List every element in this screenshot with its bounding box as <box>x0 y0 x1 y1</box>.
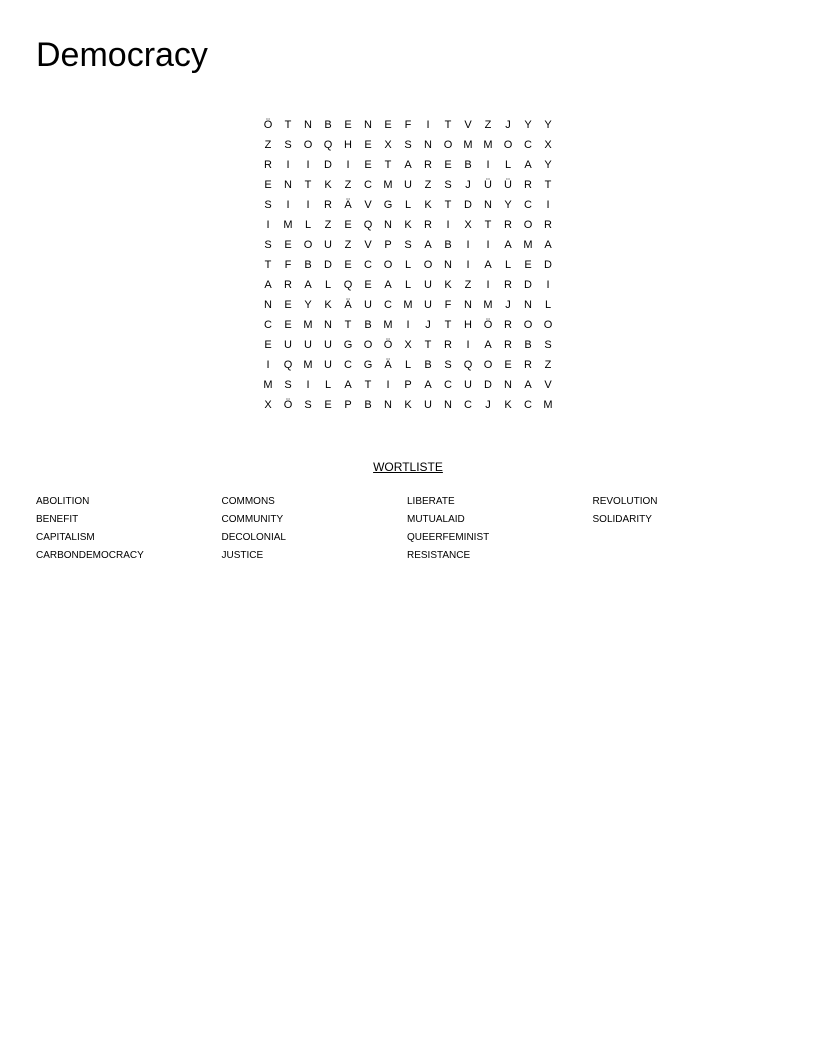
grid-cell: A <box>304 279 312 291</box>
grid-cell: L <box>504 159 512 171</box>
grid-cell: M <box>283 219 293 231</box>
grid-cell: Z <box>324 219 332 231</box>
grid-cell: I <box>446 219 450 231</box>
grid-cell: M <box>523 239 533 251</box>
grid-cell: R <box>504 319 512 331</box>
grid-cell: I <box>486 239 490 251</box>
grid-cell: E <box>344 219 352 231</box>
word-list-item: MUTUALAID <box>407 514 465 525</box>
grid-cell: M <box>403 299 413 311</box>
grid-cell: E <box>284 299 292 311</box>
grid-cell: I <box>486 279 490 291</box>
grid-cell: N <box>424 139 432 151</box>
grid-cell: P <box>344 399 352 411</box>
grid-cell: O <box>523 319 533 331</box>
grid-cell: I <box>306 199 310 211</box>
grid-cell: D <box>524 279 532 291</box>
grid-cell: N <box>264 299 272 311</box>
grid-cell: Q <box>363 219 373 231</box>
grid-cell: I <box>386 379 390 391</box>
grid-cell: U <box>324 359 332 371</box>
grid-cell: N <box>384 399 392 411</box>
grid-cell: C <box>344 359 352 371</box>
grid-cell: D <box>324 259 332 271</box>
grid-cell: J <box>485 399 491 411</box>
grid-cell: S <box>264 199 272 211</box>
grid-cell: C <box>524 199 532 211</box>
grid-cell: Q <box>323 139 333 151</box>
grid-cell: V <box>464 119 472 131</box>
grid-cell: X <box>384 139 392 151</box>
grid-cell: E <box>344 119 352 131</box>
grid-cell: L <box>404 259 412 271</box>
grid-cell: S <box>544 339 552 351</box>
grid-cell: T <box>544 179 552 191</box>
grid-cell: M <box>543 399 553 411</box>
grid-cell: I <box>286 159 290 171</box>
grid-cell: Z <box>484 119 492 131</box>
grid-cell: G <box>383 199 393 211</box>
grid-cell: I <box>406 319 410 331</box>
grid-cell: Y <box>504 199 512 211</box>
grid-cell: S <box>284 379 292 391</box>
grid-cell: T <box>284 119 292 131</box>
grid-cell: U <box>304 339 312 351</box>
grid-cell: L <box>404 279 412 291</box>
grid-cell: T <box>384 159 392 171</box>
grid-cell: Z <box>464 279 472 291</box>
grid-cell: E <box>504 359 512 371</box>
grid-cell: E <box>364 159 372 171</box>
grid-cell: S <box>304 399 312 411</box>
word-list-item: SOLIDARITY <box>592 514 652 525</box>
grid-cell: A <box>424 239 432 251</box>
grid-cell: R <box>424 219 432 231</box>
grid-cell: Z <box>264 139 272 151</box>
word-list-item: QUEERFEMINIST <box>407 532 490 543</box>
grid-cell: L <box>304 219 312 231</box>
grid-cell: R <box>424 159 432 171</box>
word-list-item: ABOLITION <box>36 496 90 507</box>
grid-cell: E <box>284 319 292 331</box>
grid-cell: E <box>284 239 292 251</box>
word-list-item: JUSTICE <box>221 550 264 561</box>
grid-cell: F <box>444 299 452 311</box>
grid-cell: B <box>524 339 532 351</box>
grid-cell: Y <box>544 119 552 131</box>
grid-cell: R <box>504 339 512 351</box>
grid-cell: D <box>464 199 472 211</box>
grid-cell: M <box>483 139 493 151</box>
grid-cell: N <box>444 259 452 271</box>
grid-cell: I <box>266 359 270 371</box>
grid-cell: X <box>404 339 412 351</box>
grid-cell: G <box>343 339 353 351</box>
grid-cell: Ü <box>504 179 512 191</box>
grid-cell: U <box>324 239 332 251</box>
grid-cell: M <box>483 299 493 311</box>
grid-cell: A <box>424 379 432 391</box>
grid-cell: I <box>306 379 310 391</box>
grid-cell: B <box>304 259 312 271</box>
grid-cell: T <box>424 339 432 351</box>
grid-cell: N <box>504 379 512 391</box>
grid-cell: B <box>364 319 372 331</box>
grid-cell: R <box>504 279 512 291</box>
grid-cell: O <box>383 259 393 271</box>
grid-cell: L <box>404 359 412 371</box>
page-title: Democracy <box>36 36 208 74</box>
grid-cell: N <box>324 319 332 331</box>
grid-cell: R <box>284 279 292 291</box>
grid-cell: O <box>303 239 313 251</box>
grid-cell: C <box>364 179 372 191</box>
grid-cell: M <box>463 139 473 151</box>
grid-cell: S <box>264 239 272 251</box>
grid-cell: R <box>504 219 512 231</box>
grid-cell: E <box>524 259 532 271</box>
grid-cell: L <box>544 299 552 311</box>
grid-cell: H <box>464 319 472 331</box>
grid-cell: J <box>505 299 511 311</box>
grid-cell: M <box>383 319 393 331</box>
grid-cell: O <box>363 339 373 351</box>
grid-cell: N <box>304 119 312 131</box>
grid-cell: U <box>424 299 432 311</box>
grid-cell: I <box>466 259 470 271</box>
grid-cell: I <box>286 199 290 211</box>
grid-cell: Y <box>524 119 532 131</box>
grid-cell: Ö <box>283 399 293 411</box>
grid-cell: R <box>524 359 532 371</box>
grid-cell: Ö <box>263 119 273 131</box>
grid-cell: U <box>424 279 432 291</box>
grid-cell: C <box>524 399 532 411</box>
grid-cell: T <box>484 219 492 231</box>
word-list-item: LIBERATE <box>407 496 455 507</box>
word-list <box>36 494 778 566</box>
grid-cell: C <box>264 319 272 331</box>
grid-cell: T <box>444 199 452 211</box>
grid-cell: A <box>484 259 492 271</box>
grid-cell: R <box>264 159 272 171</box>
grid-cell: B <box>444 239 452 251</box>
grid-cell: N <box>524 299 532 311</box>
grid-cell: I <box>306 159 310 171</box>
grid-cell: C <box>364 259 372 271</box>
grid-cell: O <box>523 219 533 231</box>
grid-cell: T <box>444 119 452 131</box>
grid-cell: T <box>364 379 372 391</box>
grid-cell: D <box>324 159 332 171</box>
grid-cell: Z <box>344 239 352 251</box>
grid-cell: A <box>264 279 272 291</box>
grid-cell: R <box>324 199 332 211</box>
grid-cell: L <box>324 379 332 391</box>
grid-cell: S <box>284 139 292 151</box>
grid-cell: L <box>404 199 412 211</box>
grid-cell: U <box>364 299 372 311</box>
grid-cell: E <box>384 119 392 131</box>
grid-cell: B <box>324 119 332 131</box>
word-list-item: RESISTANCE <box>407 550 471 561</box>
grid-cell: A <box>404 159 412 171</box>
grid-cell: Y <box>304 299 312 311</box>
grid-cell: O <box>303 139 313 151</box>
word-list-item: DECOLONIAL <box>221 532 286 543</box>
grid-cell: Q <box>343 279 353 291</box>
grid-cell: N <box>384 219 392 231</box>
word-list-item: CAPITALISM <box>36 532 95 543</box>
grid-cell: I <box>466 339 470 351</box>
grid-cell: T <box>444 319 452 331</box>
grid-cell: E <box>344 259 352 271</box>
grid-cell: V <box>364 239 372 251</box>
grid-cell: M <box>263 379 273 391</box>
grid-cell: V <box>364 199 372 211</box>
grid-cell: E <box>264 339 272 351</box>
grid-cell: H <box>344 139 352 151</box>
grid-cell: E <box>364 139 372 151</box>
word-list-item: BENEFIT <box>36 514 79 525</box>
grid-cell: D <box>544 259 552 271</box>
grid-cell: R <box>444 339 452 351</box>
letter-grid <box>258 115 558 415</box>
grid-cell: J <box>425 319 431 331</box>
grid-cell: T <box>264 259 272 271</box>
grid-cell: R <box>544 219 552 231</box>
grid-cell: Ä <box>384 359 392 371</box>
grid-cell: M <box>303 359 313 371</box>
grid-cell: E <box>444 159 452 171</box>
grid-cell: F <box>404 119 412 131</box>
grid-cell: Y <box>544 159 552 171</box>
word-list-item: COMMUNITY <box>221 514 284 525</box>
grid-cell: S <box>404 139 412 151</box>
grid-cell: X <box>264 399 272 411</box>
grid-cell: N <box>364 119 372 131</box>
grid-cell: I <box>486 159 490 171</box>
grid-cell: U <box>324 339 332 351</box>
grid-cell: K <box>404 219 412 231</box>
grid-cell: E <box>324 399 332 411</box>
grid-cell: I <box>426 119 430 131</box>
grid-cell: A <box>524 379 532 391</box>
grid-cell: S <box>444 179 452 191</box>
grid-cell: P <box>384 239 392 251</box>
grid-cell: I <box>546 199 550 211</box>
grid-cell: A <box>344 379 352 391</box>
grid-cell: P <box>404 379 412 391</box>
grid-cell: I <box>466 239 470 251</box>
grid-cell: M <box>383 179 393 191</box>
grid-cell: N <box>464 299 472 311</box>
grid-cell: A <box>524 159 532 171</box>
grid-cell: O <box>443 139 453 151</box>
grid-cell: I <box>346 159 350 171</box>
grid-cell: K <box>424 199 432 211</box>
grid-cell: C <box>444 379 452 391</box>
word-list-item: COMMONS <box>221 496 275 507</box>
grid-cell: X <box>464 219 472 231</box>
grid-cell: I <box>266 219 270 231</box>
grid-cell: R <box>524 179 532 191</box>
grid-cell: X <box>544 139 552 151</box>
grid-cell: K <box>504 399 512 411</box>
grid-cell: Q <box>463 359 473 371</box>
grid-cell: C <box>464 399 472 411</box>
grid-cell: E <box>364 279 372 291</box>
grid-cell: N <box>444 399 452 411</box>
grid-cell: L <box>504 259 512 271</box>
wordlist-heading: WORTLISTE <box>373 460 443 474</box>
grid-cell: C <box>384 299 392 311</box>
grid-cell: U <box>404 179 412 191</box>
grid-cell: B <box>364 399 372 411</box>
grid-cell: F <box>284 259 292 271</box>
grid-cell: J <box>505 119 511 131</box>
grid-cell: O <box>503 139 513 151</box>
grid-cell: G <box>363 359 373 371</box>
grid-cell: T <box>304 179 312 191</box>
grid-cell: Z <box>424 179 432 191</box>
grid-cell: U <box>284 339 292 351</box>
word-list-item: REVOLUTION <box>592 496 658 507</box>
grid-cell: B <box>464 159 472 171</box>
grid-cell: T <box>344 319 352 331</box>
grid-cell: M <box>303 319 313 331</box>
grid-cell: E <box>264 179 272 191</box>
word-list-item: CARBONDEMOCRACY <box>36 550 144 561</box>
grid-cell: N <box>484 199 492 211</box>
grid-cell: Z <box>344 179 352 191</box>
grid-cell: A <box>384 279 392 291</box>
grid-cell: S <box>404 239 412 251</box>
grid-cell: A <box>544 239 552 251</box>
grid-cell: A <box>504 239 512 251</box>
grid-cell: Q <box>283 359 293 371</box>
grid-cell: O <box>543 319 553 331</box>
grid-cell: O <box>423 259 433 271</box>
grid-cell: Ö <box>483 319 493 331</box>
grid-cell: B <box>424 359 432 371</box>
grid-cell: K <box>404 399 412 411</box>
grid-cell: K <box>324 299 332 311</box>
grid-cell: N <box>284 179 292 191</box>
grid-cell: L <box>324 279 332 291</box>
grid-cell: C <box>524 139 532 151</box>
grid-cell: J <box>465 179 471 191</box>
grid-cell: A <box>484 339 492 351</box>
grid-cell: K <box>444 279 452 291</box>
grid-cell: Ä <box>344 299 352 311</box>
grid-cell: D <box>484 379 492 391</box>
grid-cell: U <box>464 379 472 391</box>
grid-cell: K <box>324 179 332 191</box>
grid-cell: Ü <box>484 179 492 191</box>
grid-cell: I <box>546 279 550 291</box>
grid-cell: S <box>444 359 452 371</box>
grid-cell: Z <box>544 359 552 371</box>
grid-cell: U <box>424 399 432 411</box>
grid-cell: O <box>483 359 493 371</box>
grid-cell: Ö <box>383 339 393 351</box>
grid-cell: Ä <box>344 199 352 211</box>
grid-cell: V <box>544 379 552 391</box>
